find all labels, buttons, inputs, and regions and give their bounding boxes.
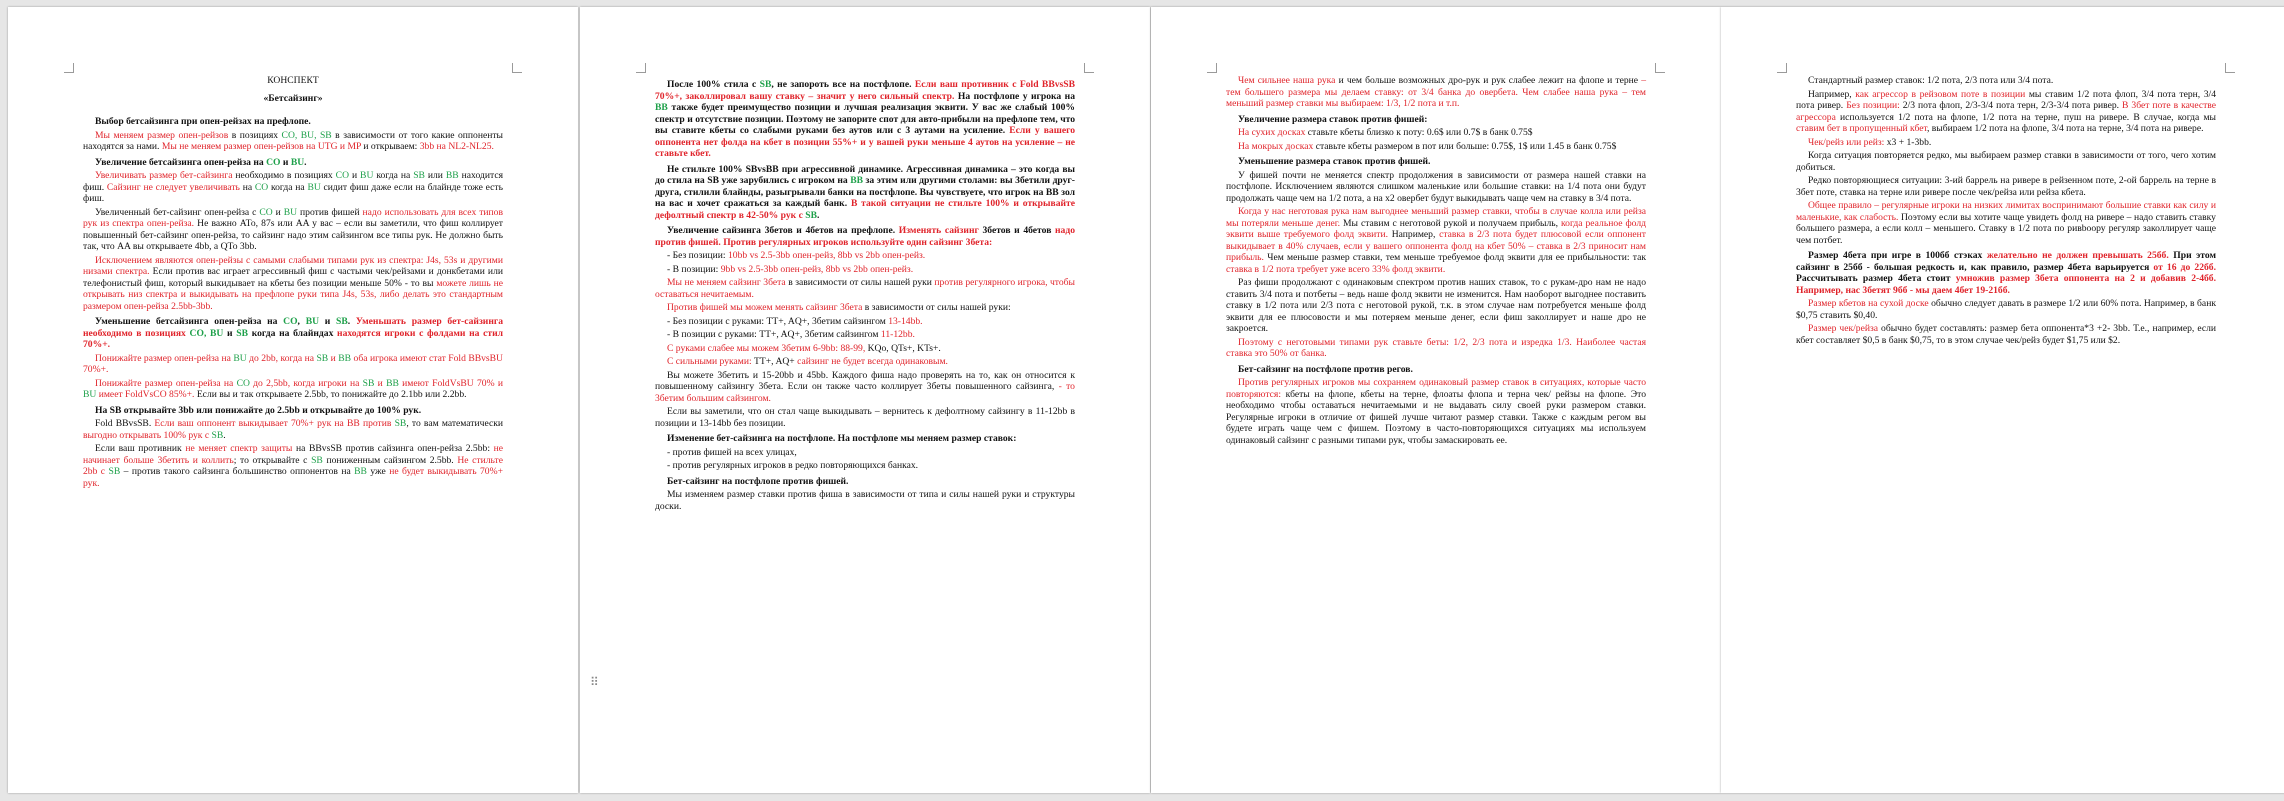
text-run: когда на блайндах [248,327,338,339]
text-run: на BBvsSB против сайзинга опен-рейза 2.5bb: [292,443,494,454]
list-item [655,447,1075,459]
text-run: SB [211,429,224,441]
list-item [655,316,1075,328]
paragraph [1226,277,1646,335]
paragraph [655,302,1075,314]
paragraph [1226,337,1646,360]
paragraph [655,370,1075,405]
text-run: Если ваш оппонент выкидывает 70%+ рук на BB против [154,418,395,429]
text-run: BU [283,206,298,218]
text-run: На сухих досках [1238,127,1306,138]
text-run: BB [445,170,459,181]
text-run: в позициях [231,129,282,141]
text-run: Например, [1808,88,1856,100]
paragraph [1796,150,2216,173]
text-run: и [272,206,284,218]
paragraph [83,418,503,441]
paragraph [1226,141,1646,153]
text-run: Вы можете 3бетить и 15-20bb и 45bb. Каждого фиша надо проверять на то, как он относится к повышенному сайзингу 3бета. Если он также часто коллирует 3беты повышенного сайзинга, [655,369,1075,392]
page-content[interactable] [655,75,1075,514]
text-run: BB [386,377,399,389]
text-run: – тем большего размера мы делаем ставку: от 3/4 банка до овербета. Чем слабее наша рука – тем меньший размер ставки мы выбираем: 1/3, 1/2 пота и т.п. [1226,75,1646,109]
text-run: В такой ситуации не стильте 100% и открывайте дефолтный спектр в 42-50% рук с [655,198,1075,221]
text-run: CO [335,170,349,181]
text-run: и [319,316,336,327]
text-run: за этим или другими столами: вы 3бетили друг-друга, стилили блайнды, разыгрывали банки на постфлопе. Вы чувствуете, что игрок на BB зол на вас и хочет сражаться за каждый банк. [655,175,1075,209]
text-run: Fold BBvsSB. [95,418,155,429]
text-run: BB [850,175,863,186]
text-run: CO [259,206,273,218]
margin-corner-mark [1207,63,1217,73]
text-run: SB [362,377,375,389]
text-run: Чем меньше размер ставки, тем меньше требуемое фолд эквити для ее прибыльности: так [1263,252,1646,263]
text-run: 13-14bb. [888,315,923,327]
text-run: BU [83,389,97,400]
paragraph [83,207,503,253]
text-run: TT+, AQ+, 3бетим сайзингом [766,315,889,327]
text-run: Понижайте размер опен-рейза на [95,352,234,364]
text-run: , то вам математически [406,418,504,429]
section-heading [83,405,503,417]
page-2 [580,7,1150,793]
paragraph [1226,170,1646,205]
section-heading [83,316,503,351]
text-run: Если ваш противник с Fold BBvsSB 70%+, заколлировал вашу ставку – значит у него сильный спектр. [655,79,1075,102]
text-run: Это необходимо чтобы оставаться нечитаемыми и не выдавать силу своей руки размером ставки. Регулярные игроки в отличие от фишей лучше читают размер ставки. Также с каждым регом вы будете играть чаще чем с фишем. Поэтому в часто-повторяющихся ситуациях мы используем одинаковый сайзинг с разными типами рук, чтобы замаскировать ее. [1226,388,1646,446]
text-run: BB [354,466,367,477]
text-run: CO [283,316,298,327]
text-run: x3 + 1-3bb. [1884,136,1932,148]
text-run: Не стильте 2bb с [83,454,504,477]
text-run: BU [233,352,247,364]
text-run: имеют FoldVsBU 70% и [398,377,503,389]
text-run: Агрессивная динамика – это когда вы до стила на SB уже зарубились с игроком на [655,163,1075,186]
text-run: Мы не меняем сайзинг 3бета [667,277,786,288]
text-run: – против такого сайзинга большинство оппонентов на [120,466,355,477]
text-run: В 3бет поте в качестве агрессора [1796,100,2216,123]
text-run: , выбираем 1/2 пота на флопе, 3/4 пота на терне, 3/4 пота на ривере. [1926,123,2204,134]
paragraph [655,277,1075,300]
text-run: ; то открывайте с [233,454,312,466]
page-1 [8,7,578,793]
text-run: Чем сильнее наша рука [1238,75,1336,86]
text-run: сайзинг не будет всегда одинаковым. [797,356,948,367]
text-run: Сайзинг не следует увеличивать [106,181,240,193]
text-run: или [424,170,446,181]
text-run: BU [307,181,321,193]
text-run: . [223,429,226,441]
text-run: Размер 4бета при игре в 100бб стэках [1808,250,1987,261]
paragraph [655,406,1075,429]
text-run: Размер чек/рейза [1808,323,1879,334]
drag-handle-icon[interactable]: ⠿ [590,675,599,689]
text-run: не будет выкидывать 70%+ рук. [83,466,504,489]
text-run: когда на [268,181,308,193]
section-heading [83,116,503,128]
text-run: и [374,377,387,389]
text-run: Бет-сайзинг на постфлопе против регов. [1238,363,1413,375]
text-run: Увеличение размера ставок против фишей: [1238,113,1428,125]
text-run: CO [254,181,269,193]
text-run: Общее правило – регулярные игроки на низких лимитах воспринимают большие ставки как силу и маленькие, как слабость. [1796,200,2216,223]
text-run: на [239,181,255,193]
text-run: Уменьшение бетсайзинга опен-рейза на [95,316,284,327]
text-run: как агрессор в рейзовом поте в позиции [1855,88,2026,100]
text-run: умножив размер 3бета оппонента на 2 и добавив 2-4бб. Например, нас 3бетят 9бб - мы даем 4бет 19-21бб. [1796,273,2216,296]
text-run: оба игрока имеют стат Fold BBvsBU 70%+. [83,352,503,375]
text-run: и [223,327,237,339]
text-run: от 16 до 22бб. [2153,261,2216,273]
paragraph [1796,298,2216,321]
section-heading [655,433,1075,445]
text-run: Например, [1388,229,1440,240]
text-run: Рассчитывать размер 4бета стоит [1796,273,1956,284]
margin-corner-mark [1084,63,1094,73]
text-run: до 2,5bb, когда игроки на [249,377,363,389]
text-run: - то 3бетим большим сайзингом. [655,381,1075,404]
paragraph [1226,127,1646,139]
text-run: 3bb на NL2-NL25. [419,141,494,152]
page-3 [1151,7,1721,793]
section-heading [655,225,1075,248]
text-run: надо против фишей. Против регулярных игроков используйте один сайзинг 3бета: [655,225,1075,248]
text-run: TT+, AQ+, 3бетим сайзингом [759,329,881,340]
text-run: , не запороть все на постфлопе. [771,79,915,90]
text-run: ставка в 2/3 пота будет плюсовой если оппонент выкидывает в 40% случаев, если у вашего оппонента фолд на кбет 50% – ставка в 2/3 приносит нам прибыль. [1226,229,1646,263]
margin-corner-mark [512,63,522,73]
text-run: Изменение бет-сайзинга на постфлопе. На постфлопе мы меняем размер ставок: [667,433,1017,444]
text-run: Понижайте размер опен-рейза на [95,377,237,389]
margin-corner-mark [1777,63,1787,73]
text-run: находится фиш. [83,170,504,193]
section-heading [1226,364,1646,376]
list-item [655,329,1075,341]
text-run: в зависимости от того какие оппоненты находятся за нами. [83,129,503,152]
text-run: 10bb vs 2.5-3bb опен-рейз, 8bb vs 2bb опен-рейз. [728,250,926,261]
text-run: Изменять сайзинг [898,225,979,236]
text-run: кбеты на флопе, кбеты на терне, флоаты флопа и терна чек/ рейзы на флопе. [1285,388,1627,400]
section-heading [1226,114,1646,126]
text-run: не меняет спектр защиты [185,443,293,454]
text-run: Бет-сайзинг на постфлопе против фишей. [667,475,849,487]
text-run: выгодно открывать 100% рук с [83,429,212,441]
text-run: Раз фиши продолжают с одинаковым спектром против наших ставок, то с рукам-дро нам не надо ставить 3/4 пота и потбеты – ведь наше фолд эквити не изменится. Нам наоборот выгоднее поставить ставку в 1/2 пота или 2/3 пота с неготовой рукой, т.к. в этом случае нам потребуется меньше фолд эквити для ее плюсовости и мы потеряем меньше денег, если фиш заколлирует и наше дро не закроется. [1226,277,1646,334]
text-run: . [817,209,820,221]
text-run: Без позиции: [1846,100,1900,111]
text-run: - В позиции: [667,263,721,275]
text-run: SB [236,327,249,339]
text-run: когда реальное фолд эквити выше требуемого фолд эквити. [1226,217,1647,240]
text-run: - против регулярных игроков в редко повторяющихся банках. [667,460,919,471]
text-run: Чек/рейз или рейз: [1808,136,1885,148]
paragraph [83,130,503,153]
text-run: Если вы заметили, что он стал чаще выкидывать – вернитесь к дефолтному сайзингу в 11-12bb в позиции и 13-14bb без позиции. [655,406,1075,429]
text-run: можете лишь не открывать низ спектра и выкидывать на префлопе руки типа J4s, 53s, либо делать это стандартным размером опен-рейза 2.5bb-3bb. [83,277,504,312]
text-run: 3бетов и 4бетов [978,225,1056,236]
text-run: На мокрых досках [1238,140,1314,152]
paragraph [1796,89,2216,135]
text-run: CO [266,156,281,168]
margin-corner-mark [2225,63,2235,73]
text-run: SB [316,352,329,364]
paragraph [83,170,503,205]
text-run: SB [805,209,818,221]
page-content[interactable] [83,75,503,491]
text-run: CO [236,377,250,389]
section-heading [655,476,1075,488]
text-run: ставим бет в пропущенный кбет [1796,123,1927,134]
text-run: Увеличивать размер бет-сайзинга [95,170,233,181]
text-run: TT+, AQ+ [754,356,798,367]
text-run: При этом сайзинг в 25бб - большая редкость и, как правило, размер 4бета варьируется [1796,250,2216,273]
text-run: уже [366,466,390,477]
section-heading [83,157,503,169]
text-run: 2/3 пота флоп, 2/3-3/4 пота терн, 2/3-3/4 пота ривер. [1899,100,2123,111]
text-run: BU [360,170,374,181]
text-run: и [280,156,291,168]
text-run: КОНСПЕКТ [267,75,319,86]
text-run: Редко повторяющиеся ситуации: 3-ий баррель на ривере в рейзенном поте, 2-ой баррель на терне в 3бет поте, ставка на терне или ривере после чек/рейза или рейза кбета. [1796,175,2216,198]
text-run: CO, BU [189,327,224,339]
text-run: Увеличение сайзинга 3бетов и 4бетов на префлопе. [667,225,899,236]
text-run: используется 1/2 пота на флопе, 1/2 пота на терне, пуш на ривере. В случае, когда мы [1835,111,2216,123]
text-run: - против фишей на всех улицах, [667,446,797,458]
section-heading [1796,250,2216,296]
text-run: BB [655,102,668,113]
text-run: мы ставим 1/2 пота флоп, 3/4 пота терн, 3/4 пота ривер. [1796,88,2216,111]
text-run: Не стильте 100% SBvsBB при агрессивной динамике. [667,163,903,175]
text-run: - Без позиции с руками: [667,315,767,327]
text-run: - В позиции с руками: [667,329,760,340]
text-run: Увеличенный бет-сайзинг опен-рейза с [95,206,260,218]
text-run: Мы ставим с неготовой рукой и получаем прибыль, [1340,217,1561,229]
text-run: обычно будет составлять: размер бета оппонента*3 +2- 3bb. Т.е., например, если кбет составляет $0,5 в банк $0,75, то в этом случае чек/рейз будет $1,75 или $2. [1796,323,2216,346]
text-run: SB [311,454,323,466]
list-item [655,264,1075,276]
page-4 [1721,7,2284,793]
text-run: против фишей [297,206,363,218]
text-run: и [328,352,339,364]
text-run: Мы изменяем размер ставки против фиша в зависимости от типа и силы нашей руки и структуры доски. [655,489,1075,512]
paragraph [1226,206,1646,275]
text-run: «Бетсайзинг» [263,92,323,104]
list-item [655,356,1075,368]
text-run: SB [336,316,348,327]
text-run: ставьте кбеты близко к поту: 0.6$ или 0.7$ в банк 0.75$ [1305,127,1533,138]
paragraph [655,489,1075,512]
list-item [655,250,1075,262]
paragraph [83,378,503,401]
text-run: обычно следует давать в размере 1/2 или 60% пота. Например, в банк $0,75 ставить $0,40. [1796,298,2216,321]
text-run: желательно не должен превышать 25бб. [1986,250,2169,261]
text-run: против регулярного игрока, чтобы оставаться нечитаемым. [655,277,1075,300]
text-run: Когда у нас неготовая рука нам выгоднее меньший размер ставки, чтобы в случае колла или рейза мы потеряли меньше денег. [1226,206,1646,229]
section-heading [655,79,1075,160]
text-run: Уменьшение размера ставок против фишей. [1238,156,1431,167]
text-run: ставьте кбеты размером в пот или больше: 0.75$, 1$ или 1.45 в банк 0.75$ [1313,140,1617,152]
text-run: Увеличение бетсайзинга опен-рейза на [95,156,267,168]
text-run: С руками слабее мы можем 3бетим 6-9bb: 88-99, [667,342,866,354]
text-run: BU [305,316,320,327]
text-run: На постфлопе у игрока на [954,90,1075,102]
text-run: Если ваш противник [95,443,186,454]
text-run: в зависимости от силы нашей руки [785,277,935,288]
text-run: до 2bb, когда на [246,352,317,364]
text-run: Не важно ATo, 87s или AA у вас – если вы заметили, что фиш коллирует повышенный бет-сайзинг опен-рейза, то сайзинг надо этим сайзингом все типы рук. Не должно быть так, что AA вы открываете 4bb, а QTo 3bb. [83,218,503,252]
text-run: Если у вашего оппонента нет фолда на кбет в позиции 55%+ и у вашей руки меньше 4 аутов на усиление – не ставьте кбет. [655,125,1075,159]
text-run: и чем больше возможных дро-рук и рук слабее лежит на флопе и терне [1335,75,1642,86]
text-run: С сильными руками: [667,356,755,367]
paragraph [83,443,503,489]
page-content[interactable] [1226,75,1646,448]
section-heading [655,164,1075,222]
section-heading [1226,156,1646,168]
text-run: . [347,316,356,327]
text-run: KQo, QTs+, KTs+. [865,342,941,354]
text-run: Уменьшать размер бет-сайзинга необходимо в позициях [83,316,504,339]
text-run: пониженным сайзингом 2.5bb. [322,454,458,466]
paragraph [1796,200,2216,246]
text-run: После 100% стила с [667,79,760,90]
text-run: Выбор бетсайзинга при опен-рейзах на префлопе. [95,116,311,127]
text-run: Если вы и так открываете 2.5bb, то понижайте до 2.1bb или 2.2bb. [194,389,467,400]
text-run: BU [290,156,305,168]
list-item [655,460,1075,472]
text-run: Когда ситуация повторяется редко, мы выбираем размер ставки в зависимости от того, чего хотим добиться. [1796,150,2216,173]
text-run: находятся игроки с фолдами на стил 70%+. [83,327,504,350]
text-run: сидит фиш даже если на блайнде тоже есть фиш. [83,181,503,204]
text-run: также будет преимущество позиции и лучшая реализация эквити. У вас же слабый 100% спектр и отсутствие позиции. Поэтому не запорите спот для авто-прибыли на префлопе тем, что вы ставите кбеты со слабыми руками без аутов или с 3 аутами на усиление. [655,102,1075,136]
paragraph [1796,323,2216,346]
text-run: не начинает больше 3бетить и коллить [83,443,503,466]
text-run: - Без позиции: [667,250,728,261]
document-title [83,75,503,87]
text-run: и [349,170,361,181]
text-run: 9bb vs 2.5-3bb опен-рейз, 8bb vs 2bb опен-рейз. [720,263,914,275]
text-run: Стандартный размер ставок: 1/2 пота, 2/3 пота или 3/4 пота. [1808,75,2054,86]
page-content[interactable] [1796,75,2216,348]
document-title [83,93,503,105]
text-run: BB [338,352,352,364]
paragraph [83,255,503,313]
text-run: в зависимости от силы нашей руки: [862,302,1011,313]
text-run: Размер кбетов на сухой доске [1808,298,1929,309]
text-run: У фишей почти не меняется спектр продолжения в зависимости от размера нашей ставки на постфлопе. Исключением являются слишком маленькие или большие ставки: на 1/4 пота они будут продолжать чаще чем на 1/2 пота, а на х2 овербет будут выкидывать чаще чем на ставку в 3/4 пота. [1226,169,1646,204]
text-run: Поэтому если вы хотите чаще увидеть фолд на ривере – надо ставить ставку большего размера, а если колл – меньшего. Ставку в 1/2 пота по ривbooру регуляр заколлирует чаще чем потбет. [1796,211,2216,246]
text-run: когда на [373,170,414,181]
text-run: SB [394,418,407,429]
text-run: CO, BU, SB [281,129,332,141]
paragraph [1226,377,1646,446]
list-item [655,343,1075,355]
text-run: SB [413,170,425,181]
text-run: SB [108,466,121,477]
text-run: SB [759,79,772,90]
text-run: . [304,156,307,168]
margin-corner-mark [64,63,74,73]
paragraph [1796,137,2216,149]
text-run: ставка в 1/2 пота требует уже всего 33% фолд эквити. [1226,263,1446,275]
margin-corner-mark [636,63,646,73]
text-run: Мы не меняем размер опен-рейзов на UTG и MP [161,141,361,152]
text-run: Против регулярных игроков мы сохраняем одинаковый размер ставок в ситуациях, которые часто повторяются: [1226,377,1646,400]
text-run: и открываем: [360,141,420,152]
paragraph [83,353,503,376]
text-run: 11-12bb. [880,329,915,340]
text-run: Если против вас играет агрессивный фиш с частыми чек/рейзами и донкбетами или телефонистый фиш, который выкидывает на кбеты без позиции меньше 50% - то вы [83,266,503,289]
text-run: Поэтому с неготовыми типами рук ставьте беты: 1/2, 2/3 пота и изредка 1/3. Наиболее частая ставка это 50% от банка. [1226,336,1646,359]
text-run: Против фишей мы можем менять сайзинг 3бета [667,302,863,313]
text-run: необходимо в позициях [232,170,336,181]
text-run: Мы меняем размер опен-рейзов [95,129,232,141]
text-run: Исключением являются опен-рейзы с самыми слабыми типами рук из спектра: J4s, 53s и другими низами спектра. [83,254,503,277]
paragraph [1796,75,2216,87]
text-run: На SB открывайте 3bb или понижайте до 2.5bb и открывайте до 100% рук. [95,404,422,416]
text-run: надо использовать для всех типов рук из спектра опен-рейза. [83,206,503,229]
paragraph [1796,175,2216,198]
text-run: , [297,316,306,327]
paragraph [1226,75,1646,110]
margin-corner-mark [1655,63,1665,73]
text-run: имеет FoldVsCO 85%+. [96,389,195,400]
